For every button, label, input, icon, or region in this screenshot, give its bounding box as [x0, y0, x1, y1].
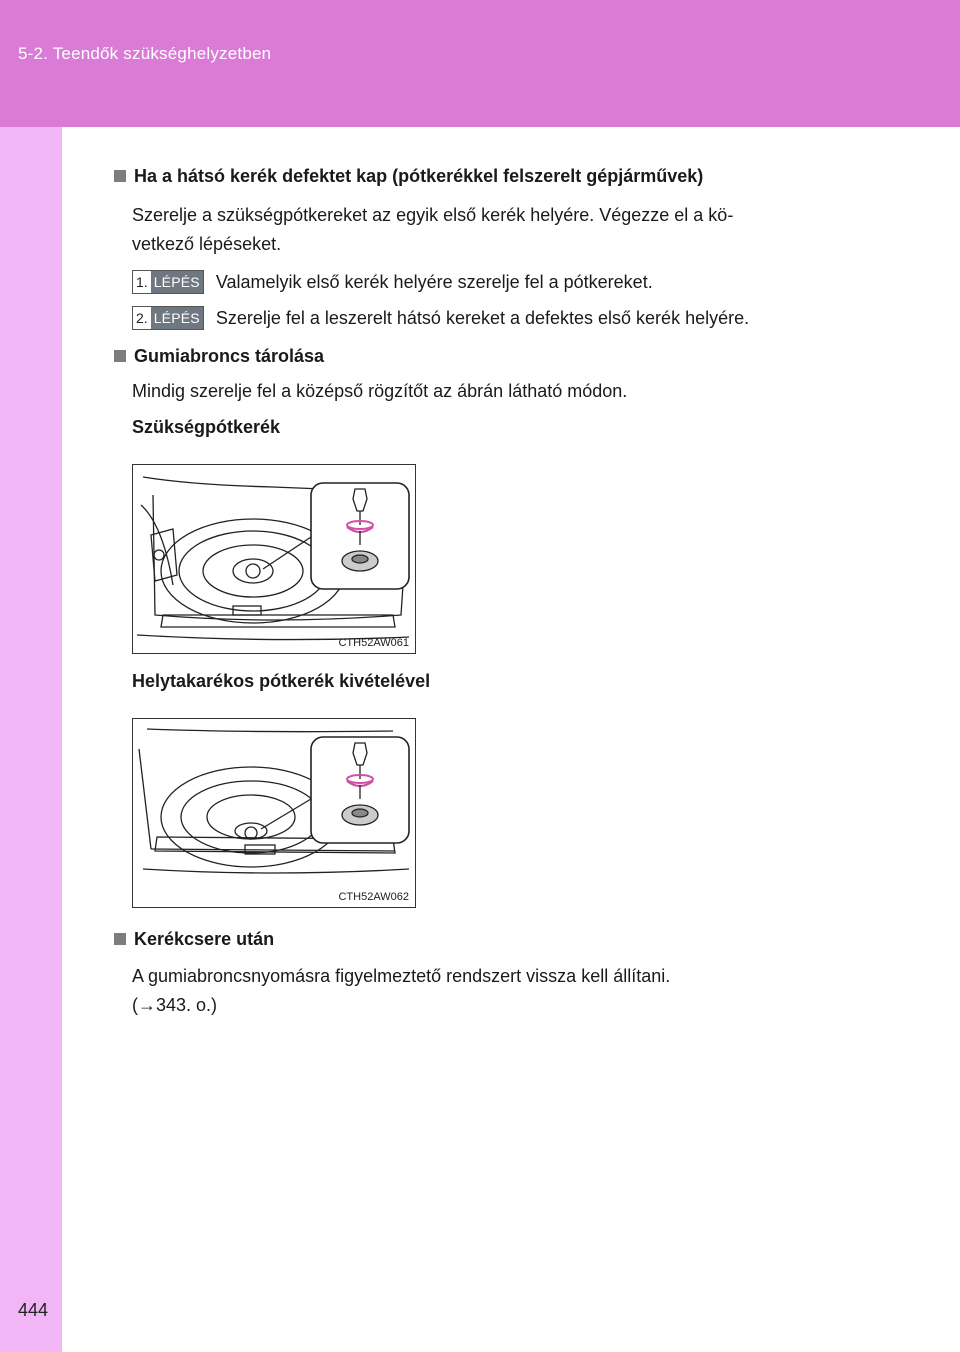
subheading-spare-tire: Szükségpótkerék — [132, 417, 281, 437]
tire-storage-body: Mindig szerelje fel a középső rögzítőt az ábrán látható módon. — [132, 381, 628, 401]
compact-spare-illustration — [133, 719, 415, 907]
spare-tire-illustration — [133, 465, 415, 653]
figure-spare-tire — [132, 464, 416, 654]
step-text: Szerelje fel a leszerelt hátsó kereket a defektes első kerék helyére. — [215, 308, 750, 328]
section-heading-after-change: Kerékcsere után — [112, 926, 852, 952]
page-number: 444 — [18, 1300, 49, 1320]
step-badge: 1. LÉPÉS — [132, 270, 204, 294]
bullet-square-icon — [114, 350, 126, 362]
bullet-square-icon — [114, 170, 126, 182]
page-reference: (→343. o.) — [132, 995, 218, 1015]
arrow-right-icon: → — [138, 995, 156, 1015]
rear-flat-body: Szerelje a szükségpótkereket az egyik első kerék helyére. Végezze el a kö- vetkező lépéseket. — [132, 205, 734, 254]
section-title: 5-2. Teendők szükséghelyzetben — [18, 44, 272, 63]
step-badge: 2. LÉPÉS — [132, 306, 204, 330]
bullet-square-icon — [114, 933, 126, 945]
step-text: Valamelyik első kerék helyére szerelje fel a pótkereket. — [215, 272, 653, 292]
figure-code: CTH52AW061 — [338, 637, 409, 649]
section-heading-tire-storage: Gumiabroncs tárolása — [112, 343, 852, 369]
step-2 — [132, 305, 852, 331]
figure-code: CTH52AW062 — [338, 891, 409, 903]
figure-compact-spare — [132, 718, 416, 908]
left-margin-band — [0, 0, 62, 1352]
step-1 — [132, 269, 852, 295]
header-band — [0, 0, 960, 127]
subheading-compact-spare: Helytakarékos pótkerék kivételével — [132, 671, 431, 691]
section-heading-rear-flat: Ha a hátsó kerék defektet kap (pótkerékkel felszerelt gépjárművek) — [112, 163, 852, 189]
page-content — [112, 163, 852, 1020]
steps-list — [132, 269, 852, 331]
after-change-body: A gumiabroncsnyomásra figyelmeztető rendszert vissza kell állítani. (→343. o.) — [132, 962, 852, 1020]
